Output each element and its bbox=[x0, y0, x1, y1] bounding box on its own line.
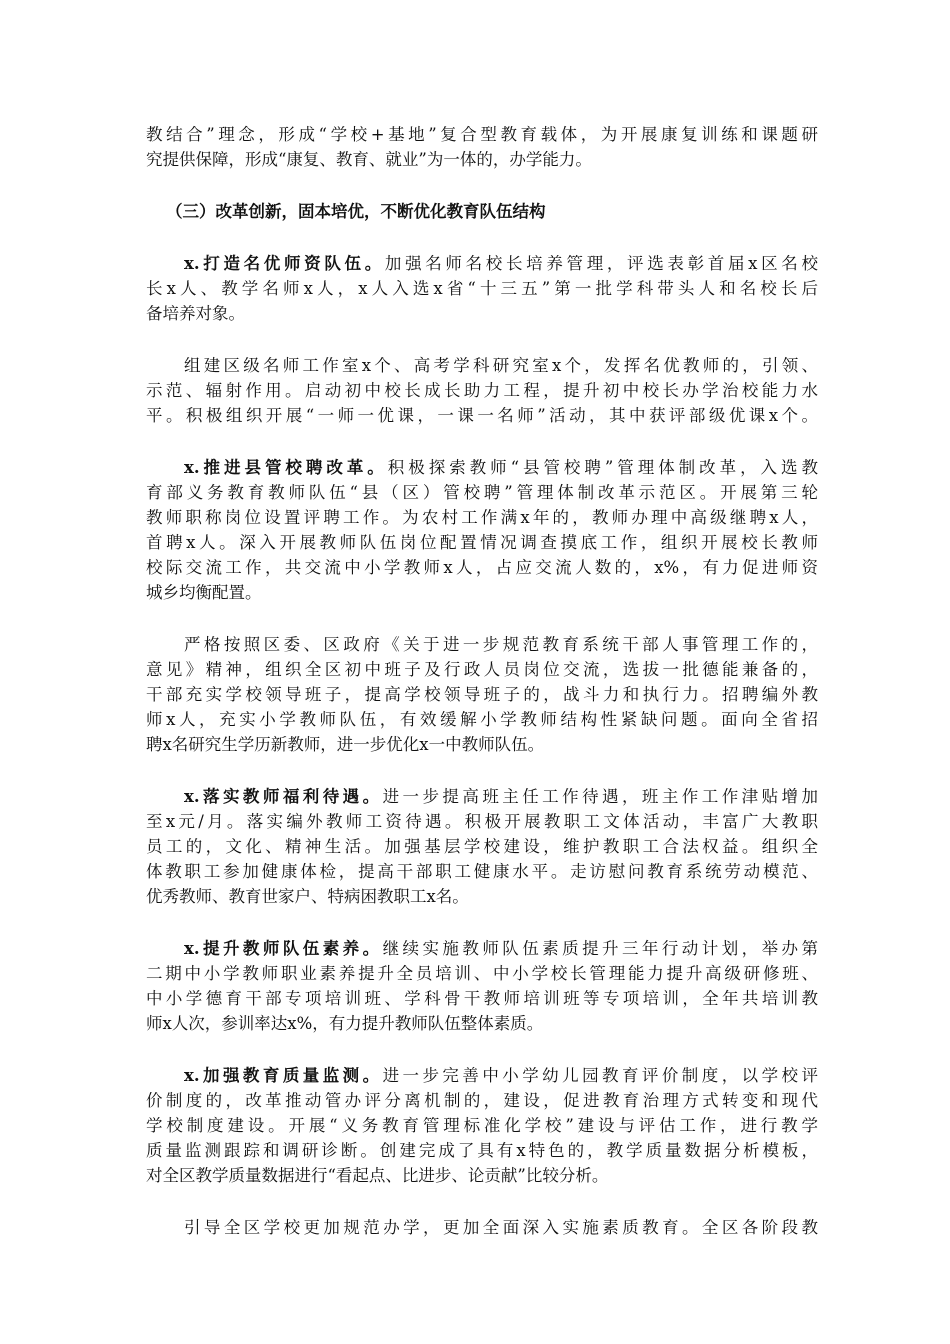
paragraph bbox=[146, 1215, 818, 1240]
text-line: 师x人次，参训率达x%，有力提升教师队伍整体素质。 bbox=[146, 1014, 544, 1033]
paragraph-lead: x.加强教育质量监测。 bbox=[184, 1066, 383, 1085]
text-line bbox=[146, 1063, 818, 1088]
text-line: 二期中小学教师职业素养提升全员培训、中小学校长管理能力提升高级研修班、 bbox=[146, 964, 818, 983]
text-line: 备培养对象。 bbox=[146, 304, 245, 323]
text-line: 干部充实学校领导班子，提高学校领导班子的，战斗力和执行力。招聘编外教 bbox=[146, 685, 818, 704]
paragraph bbox=[146, 1063, 818, 1188]
text-line: 城乡均衡配置。 bbox=[146, 583, 262, 602]
text-line: 意见》精神，组织全区初中班子及行政人员岗位交流，选拔一批德能兼备的， bbox=[146, 660, 818, 679]
text-span: 继续实施教师队伍素质提升三年行动计划，举办第 bbox=[382, 939, 818, 958]
text-span: 积极探索教师“县管校聘”管理体制改革，入选教 bbox=[387, 458, 818, 477]
text-line: 至x元/月。落实编外教师工资待遇。积极开展教职工文体活动，丰富广大教职 bbox=[146, 812, 818, 831]
text-line: 师x人，充实小学教师队伍，有效缓解小学教师结构性紧缺问题。面向全省招 bbox=[146, 710, 818, 729]
text-line bbox=[146, 251, 818, 276]
text-line bbox=[146, 936, 818, 961]
text-line bbox=[146, 455, 818, 480]
paragraph bbox=[146, 251, 818, 326]
text-line: 员工的，文化、精神生活。加强基层学校建设，维护教职工合法权益。组织全 bbox=[146, 837, 818, 856]
text-line: 长x人、教学名师x人，x人入选x省“十三五”第一批学科带头人和名校长后 bbox=[146, 279, 818, 298]
text-line: 示范、辐射作用。启动初中校长成长助力工程，提升初中校长办学治校能力水 bbox=[146, 381, 818, 400]
text-line: 教师职称岗位设置评聘工作。为农村工作满x年的，教师办理中高级继聘x人， bbox=[146, 508, 818, 527]
text-line: 平。积极组织开展“一师一优课，一课一名师”活动，其中获评部级优课x个。 bbox=[146, 406, 818, 425]
text-line: 中小学德育干部专项培训班、学科骨干教师培训班等专项培训，全年共培训教 bbox=[146, 989, 818, 1008]
text-span: 进一步完善中小学幼儿园教育评价制度，以学校评 bbox=[382, 1066, 818, 1085]
text-line: 优秀教师、教育世家户、特病困教职工x名。 bbox=[146, 887, 469, 906]
text-line: 体教职工参加健康体检，提高干部职工健康水平。走访慰问教育系统劳动模范、 bbox=[146, 862, 818, 881]
text-line: 对全区教学质量数据进行“看起点、比进步、论贡献”比较分析。 bbox=[146, 1166, 609, 1185]
paragraph-lead: x.推进县管校聘改革。 bbox=[184, 458, 388, 477]
text-line: 学校制度建设。开展“义务教育管理标准化学校”建设与评估工作，进行教学 bbox=[146, 1116, 818, 1135]
paragraph bbox=[146, 122, 818, 172]
text-line: 首聘x人。深入开展教师队伍岗位配置情况调查摸底工作，组织开展校长教师 bbox=[146, 533, 818, 552]
section-heading: （三）改革创新，固本培优，不断优化教育队伍结构 bbox=[166, 202, 546, 221]
paragraph bbox=[146, 936, 818, 1036]
text-line: 质量监测跟踪和调研诊断。创建完成了具有x特色的，教学质量数据分析模板， bbox=[146, 1141, 818, 1160]
document-page bbox=[146, 122, 818, 1240]
text-line: 校际交流工作，共交流中小学教师x人，占应交流人数的，x%，有力促进师资 bbox=[146, 558, 818, 577]
text-span: 进一步提高班主任工作待遇，班主作工作津贴增加 bbox=[382, 787, 818, 806]
text-line: 聘x名研究生学历新教师，进一步优化x一中教师队伍。 bbox=[146, 735, 545, 754]
paragraph bbox=[146, 455, 818, 605]
text-line: 教结合”理念，形成“学校+基地”复合型教育载体，为开展康复训练和课题研 bbox=[146, 125, 818, 144]
text-line: 引导全区学校更加规范办学，更加全面深入实施素质教育。全区各阶段教 bbox=[184, 1218, 818, 1237]
text-line bbox=[146, 784, 818, 809]
text-span: 加强名师名校长培养管理，评选表彰首届x区名校 bbox=[384, 254, 818, 273]
paragraph-lead: x.落实教师福利待遇。 bbox=[184, 787, 383, 806]
text-line: 价制度的，改革推动管办评分离机制的，建设，促进教育治理方式转变和现代 bbox=[146, 1091, 818, 1110]
paragraph-lead: x.提升教师队伍素养。 bbox=[184, 939, 383, 958]
paragraph bbox=[146, 632, 818, 757]
paragraph-lead: x.打造名优师资队伍。 bbox=[184, 254, 385, 273]
text-line: 严格按照区委、区政府《关于进一步规范教育系统干部人事管理工作的， bbox=[184, 635, 818, 654]
paragraph bbox=[146, 784, 818, 909]
text-line: 组建区级名师工作室x个、高考学科研究室x个，发挥名优教师的，引领、 bbox=[184, 356, 818, 375]
text-line: 育部义务教育教师队伍“县（区）管校聘”管理体制改革示范区。开展第三轮 bbox=[146, 483, 818, 502]
paragraph bbox=[146, 353, 818, 428]
text-line: 究提供保障，形成“康复、教育、就业”为一体的，办学能力。 bbox=[146, 150, 592, 169]
